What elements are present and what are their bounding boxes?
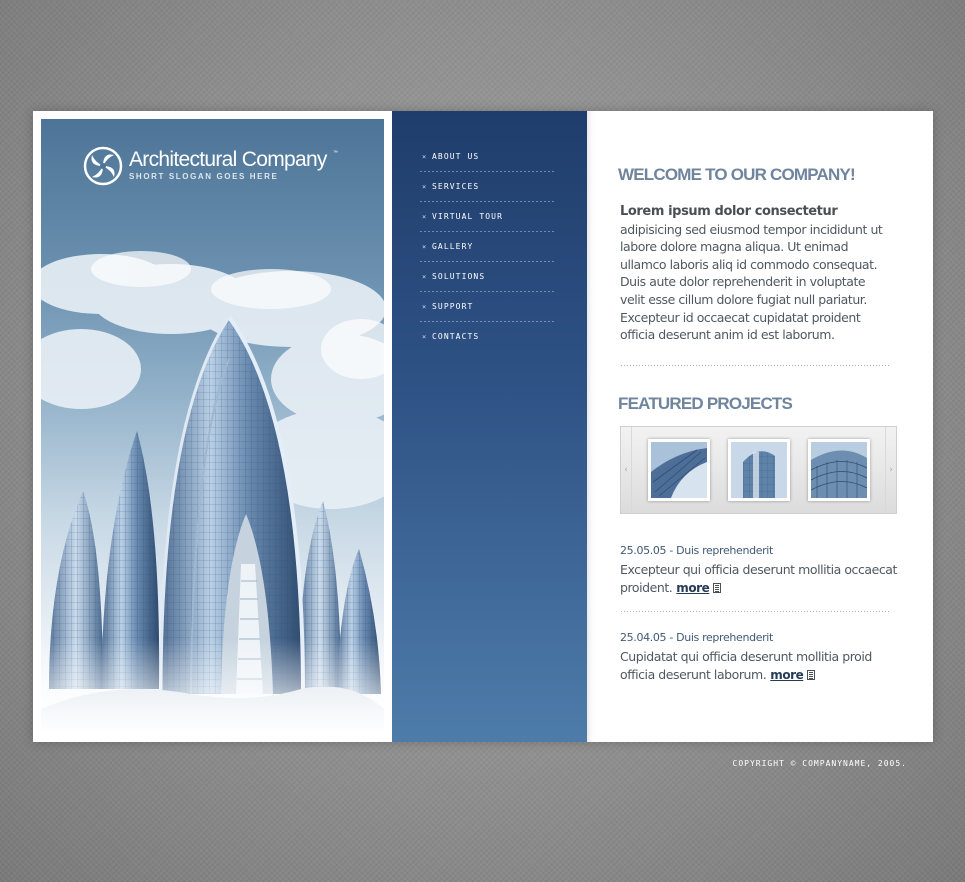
bullet-icon: × [422,243,427,251]
menu-item-label[interactable]: ABOUT US [432,152,480,161]
swirl-logo-icon [83,146,123,186]
featured-projects-gallery [620,426,897,514]
menu-item-gallery[interactable] [420,233,554,262]
document-icon [713,583,721,593]
bullet-icon: × [422,153,427,161]
menu-item-services[interactable] [420,173,554,202]
project-image-3 [811,442,867,498]
skyscraper-illustration [41,119,384,734]
welcome-heading: WELCOME TO OUR COMPANY! [618,165,855,184]
menu-item-label[interactable]: VIRTUAL TOUR [432,212,503,221]
news-text: Cupidatat qui officia deserunt mollitia proid officia deserunt laborum. [620,649,872,682]
news-item [620,543,900,597]
bullet-icon: × [422,213,427,221]
gallery-next-arrow-icon[interactable]: › [885,427,896,513]
site-frame [33,111,933,742]
news-date-title: 25.04.05 - Duis reprehenderit [620,631,773,644]
main-content [587,111,933,742]
menu-item-contacts[interactable] [420,323,554,352]
dotted-divider [621,611,891,612]
menu-item-label[interactable]: SERVICES [432,182,480,191]
menu-item-label[interactable]: CONTACTS [432,332,480,341]
dotted-divider [621,365,891,366]
company-slogan: SHORT SLOGAN GOES HERE [129,172,279,181]
news-summary [620,648,900,684]
gallery-prev-arrow-icon[interactable]: ‹ [621,427,632,513]
news-item [620,630,900,684]
document-icon [807,670,815,680]
menu-item-label[interactable]: SOLUTIONS [432,272,486,281]
project-thumbnail-1[interactable] [648,439,710,501]
site-logo[interactable] [83,146,373,188]
bullet-icon: × [422,333,427,341]
hero-image [41,119,384,734]
project-thumbnail-3[interactable] [808,439,870,501]
trademark-symbol: ™ [333,150,338,156]
welcome-lead: Lorem ipsum dolor consectetur [620,204,838,219]
copyright-notice: COPYRIGHT © COMPANYNAME, 2005. [732,759,907,768]
more-link[interactable]: more [770,667,804,682]
more-link[interactable]: more [676,580,710,595]
news-text: Excepteur qui officia deserunt mollitia occaecat proident. [620,562,897,595]
bullet-icon: × [422,273,427,281]
menu-item-support[interactable] [420,293,554,322]
menu-item-about-us[interactable] [420,143,554,172]
project-thumbnail-2[interactable] [728,439,790,501]
featured-projects-heading: FEATURED PROJECTS [618,394,793,413]
menu-item-label[interactable]: SUPPORT [432,302,474,311]
main-menu [420,143,554,353]
bullet-icon: × [422,183,427,191]
menu-item-label[interactable]: GALLERY [432,242,474,251]
company-name: Architectural Company [129,148,327,171]
project-image-2 [731,442,787,498]
welcome-body: adipisicing sed eiusmod tempor incididunt ut labore dolore magna aliqua. Ut enimad ullamco laboris aliq id commodo consequat. Duis aute dolor reprehenderit in voluptate velit esse cillum dolore fugiat null pariatur. Excepteur id occaecat cupidatat proident officia deserunt anim id est laborum. [620,221,883,343]
navigation-column [392,111,587,742]
project-image-1 [651,442,707,498]
menu-item-virtual-tour[interactable] [420,203,554,232]
menu-item-solutions[interactable] [420,263,554,292]
news-date-title: 25.05.05 - Duis reprehenderit [620,544,773,557]
news-summary [620,561,900,597]
bullet-icon: × [422,303,427,311]
welcome-text [620,203,890,344]
